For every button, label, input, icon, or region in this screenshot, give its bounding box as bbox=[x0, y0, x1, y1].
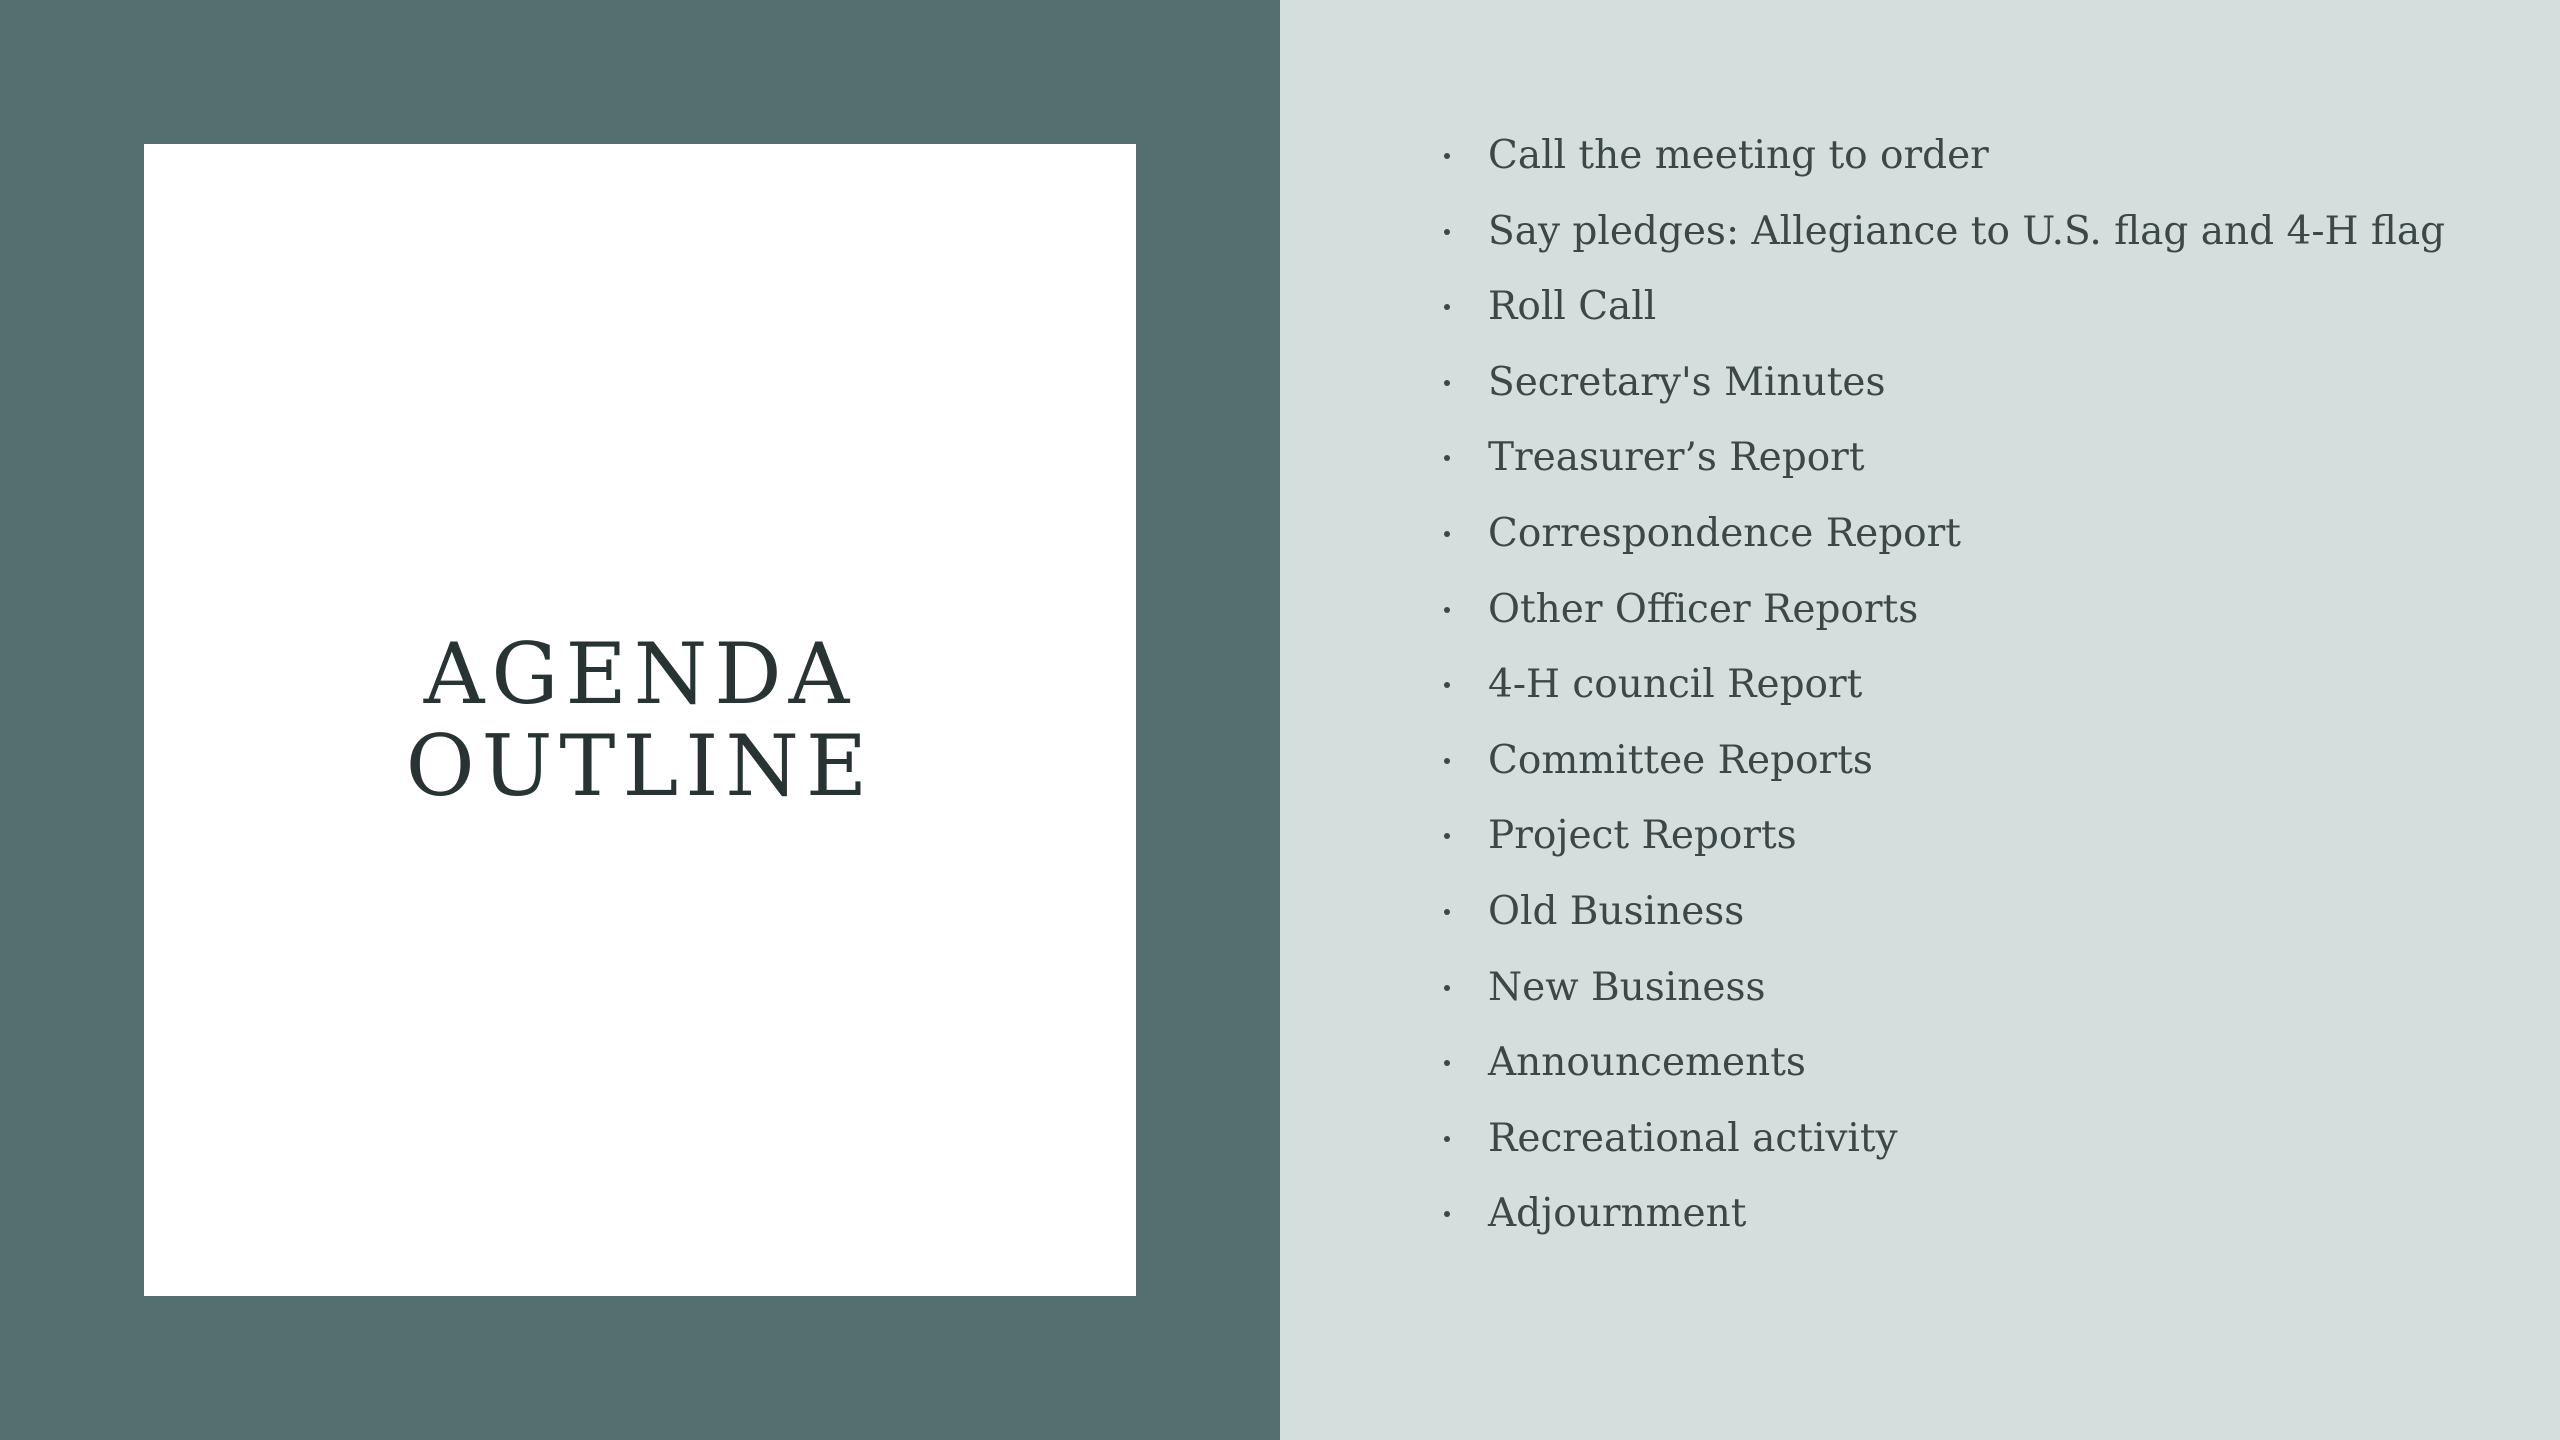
agenda-item-label: Recreational activity bbox=[1488, 1115, 1898, 1161]
bullet-icon bbox=[1444, 455, 1450, 461]
slide-title bbox=[405, 625, 875, 815]
agenda-item-label: Correspondence Report bbox=[1488, 510, 1961, 556]
bullet-icon bbox=[1444, 531, 1450, 537]
agenda-item-old-business bbox=[1440, 882, 2520, 958]
agenda-item-announcements bbox=[1440, 1033, 2520, 1109]
agenda-item-roll-call bbox=[1440, 277, 2520, 353]
agenda-item-label: Call the meeting to order bbox=[1488, 133, 1989, 178]
agenda-item-label: New Business bbox=[1488, 964, 1766, 1010]
agenda-item-label: Other Officer Reports bbox=[1488, 586, 1919, 632]
agenda-item-treasurer-report bbox=[1440, 428, 2520, 504]
agenda-item-label: Announcements bbox=[1488, 1040, 1806, 1086]
agenda-item-label: Project Reports bbox=[1488, 813, 1797, 859]
title-line-outline: OUTLINE bbox=[405, 717, 875, 815]
agenda-item-adjournment bbox=[1440, 1184, 2520, 1260]
title-line-agenda: AGENDA bbox=[423, 625, 857, 723]
agenda-item-label: Old Business bbox=[1488, 888, 1745, 934]
agenda-item-correspondence-report bbox=[1440, 504, 2520, 580]
agenda-item-other-officer-reports bbox=[1440, 580, 2520, 656]
agenda-item-pledges bbox=[1440, 202, 2520, 278]
agenda-item-secretary-minutes bbox=[1440, 353, 2520, 429]
bullet-icon bbox=[1444, 985, 1450, 991]
agenda-item-label: Secretary's Minutes bbox=[1488, 359, 1886, 405]
agenda-list bbox=[1440, 126, 2520, 1260]
agenda-item-project-reports bbox=[1440, 806, 2520, 882]
bullet-icon bbox=[1444, 909, 1450, 915]
bullet-icon bbox=[1444, 229, 1450, 235]
agenda-item-recreational-activity bbox=[1440, 1109, 2520, 1185]
bullet-icon bbox=[1444, 1060, 1450, 1066]
bullet-icon bbox=[1444, 607, 1450, 613]
bullet-icon bbox=[1444, 304, 1450, 310]
agenda-item-committee-reports bbox=[1440, 731, 2520, 807]
bullet-icon bbox=[1444, 153, 1450, 159]
bullet-icon bbox=[1444, 682, 1450, 688]
bullet-icon bbox=[1444, 380, 1450, 386]
bullet-icon bbox=[1444, 758, 1450, 764]
bullet-icon bbox=[1444, 1211, 1450, 1217]
bullet-icon bbox=[1444, 833, 1450, 839]
agenda-item-label: Say pledges: Allegiance to U.S. flag and 4-H flag bbox=[1488, 208, 2446, 254]
agenda-item-call-to-order bbox=[1440, 126, 2520, 202]
title-card bbox=[144, 144, 1136, 1296]
agenda-item-label: Committee Reports bbox=[1488, 737, 1873, 783]
agenda-item-label: Roll Call bbox=[1488, 284, 1657, 330]
agenda-item-label: Adjournment bbox=[1488, 1191, 1747, 1237]
agenda-content-panel bbox=[1280, 0, 2560, 1440]
agenda-item-label: 4-H council Report bbox=[1488, 662, 1863, 708]
agenda-item-label: Treasurer’s Report bbox=[1488, 435, 1865, 481]
agenda-item-4h-council-report bbox=[1440, 655, 2520, 731]
agenda-item-new-business bbox=[1440, 958, 2520, 1034]
bullet-icon bbox=[1444, 1136, 1450, 1142]
